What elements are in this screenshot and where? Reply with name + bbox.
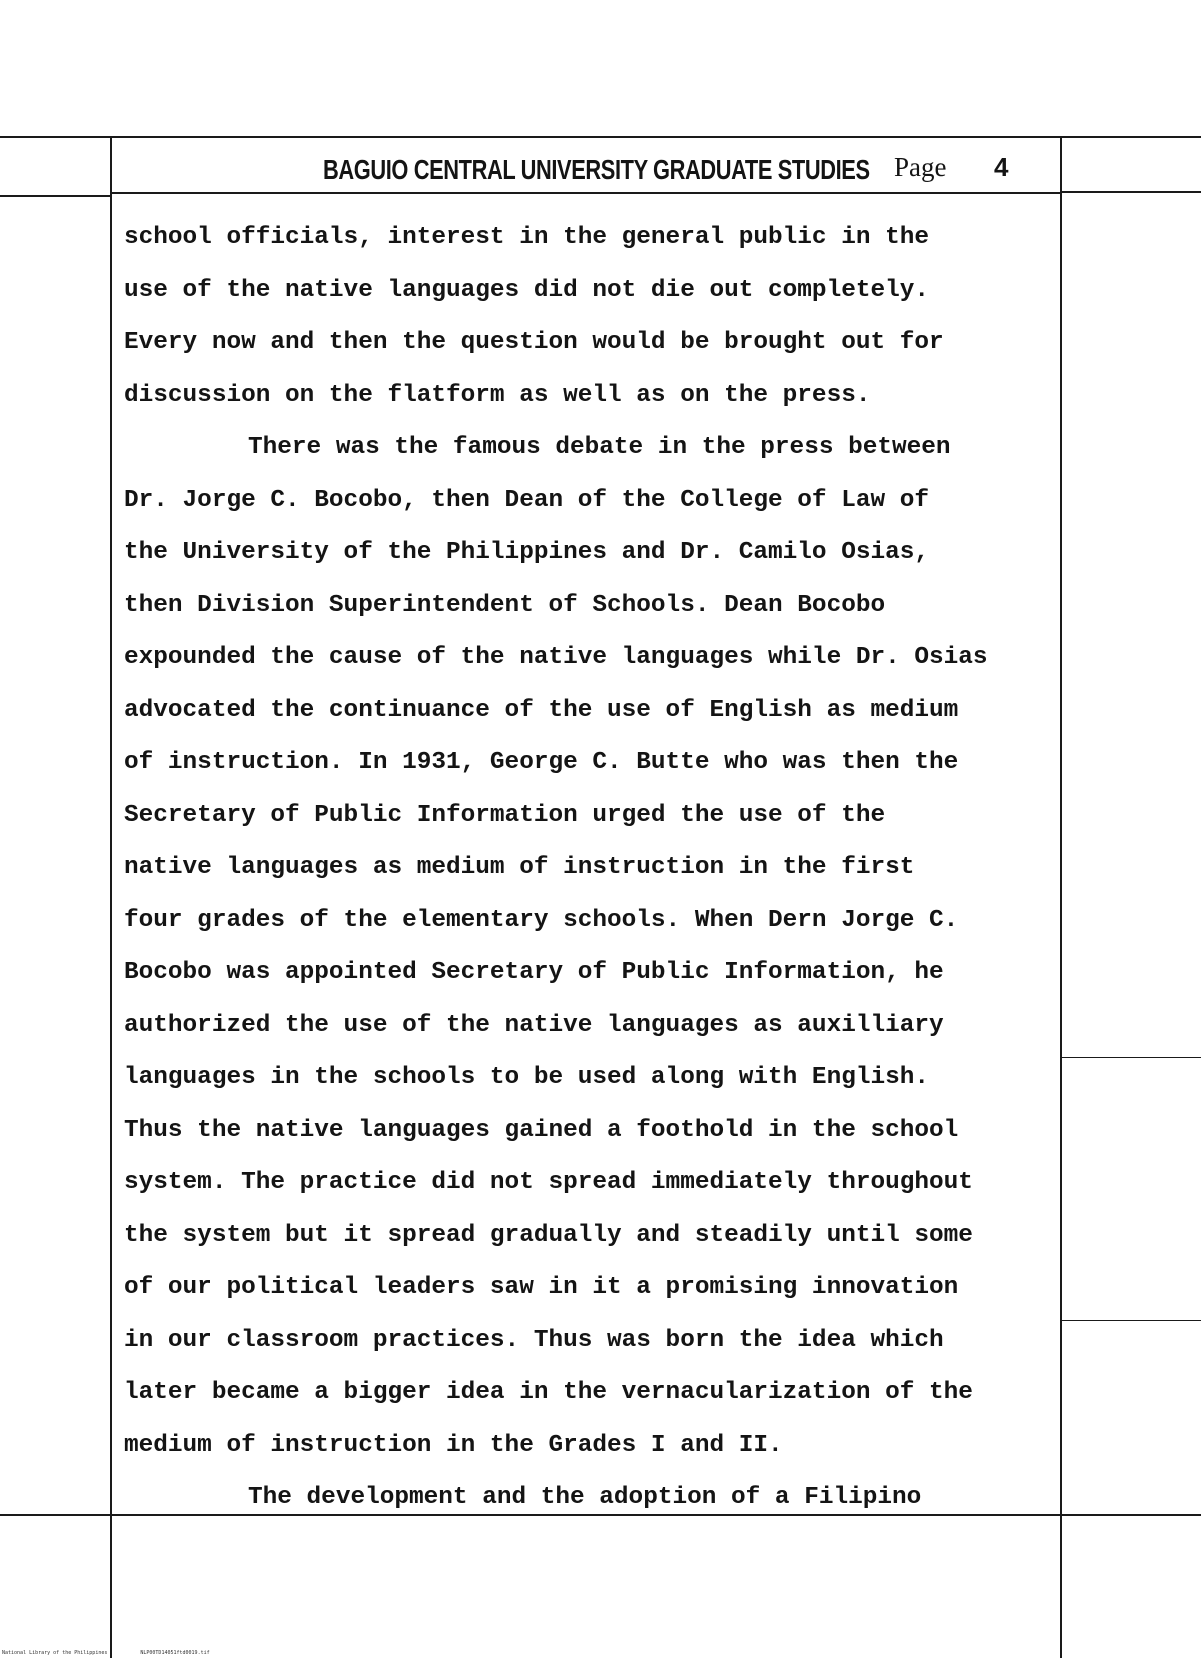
text-line: languages in the schools to be used along with English. [124, 1064, 930, 1091]
scan-footer [2, 1650, 240, 1656]
text-line: expounded the cause of the native languages while Dr. Osias [124, 644, 988, 671]
text-line: native languages as medium of instruction in the first [124, 854, 915, 881]
text-line: use of the native languages did not die out completely. [124, 276, 930, 304]
page-label: Page [894, 152, 947, 182]
text-line: in our classroom practices. Thus was born the idea which [124, 1326, 944, 1354]
text-line: authorized the use of the native languages as auxilliary [124, 1011, 944, 1039]
text-line: later became a bigger idea in the vernacularization of the [124, 1379, 973, 1406]
header-underline [112, 192, 1060, 194]
text-line: Bocobo was appointed Secretary of Public Information, he [124, 959, 944, 986]
top-border-line [0, 136, 1201, 138]
text-line: then Division Superintendent of Schools. Dean Bocobo [124, 591, 886, 619]
library-credit: National Library of the Philippines [2, 1650, 108, 1656]
text-line: school officials, interest in the general public in the [124, 224, 930, 251]
text-line: medium of instruction in the Grades I and II. [124, 1431, 783, 1459]
right-margin-tick-lower [1062, 1320, 1201, 1321]
left-margin-tick-upper [0, 195, 110, 197]
text-line: of instruction. In 1931, George C. Butte who was then the [124, 749, 959, 776]
paragraph-start-line: The development and the adoption of a Filipino [248, 1484, 922, 1511]
right-margin-tick-upper [1062, 191, 1201, 193]
scan-filename: NLP00TD14051ftd0019.tif [140, 1650, 210, 1656]
text-line: the University of the Philippines and Dr. Camilo Osias, [124, 539, 930, 566]
text-line: Thus the native languages gained a foothold in the school [124, 1116, 959, 1144]
header-title: BAGUIO CENTRAL UNIVERSITY GRADUATE STUDIES [323, 154, 870, 185]
paragraph-start-line: There was the famous debate in the press between [248, 434, 951, 461]
text-line: Every now and then the question would be brought out for [124, 329, 944, 356]
document-body [124, 212, 1064, 1525]
page-header [118, 146, 1058, 190]
text-line: the system but it spread gradually and steadily until some [124, 1221, 973, 1249]
text-line: advocated the continuance of the use of English as medium [124, 696, 959, 724]
left-vertical-rule [110, 136, 112, 1658]
text-line: of our political leaders saw in it a promising innovation [124, 1274, 959, 1301]
text-line: Secretary of Public Information urged the use of the [124, 801, 886, 829]
right-margin-tick-middle [1062, 1057, 1201, 1058]
text-line: system. The practice did not spread immediately throughout [124, 1169, 973, 1196]
page-number: 4 [994, 152, 1009, 182]
text-line: four grades of the elementary schools. When Dern Jorge C. [124, 906, 959, 934]
text-line: Dr. Jorge C. Bocobo, then Dean of the College of Law of [124, 486, 930, 514]
text-line: discussion on the flatform as well as on the press. [124, 381, 871, 409]
